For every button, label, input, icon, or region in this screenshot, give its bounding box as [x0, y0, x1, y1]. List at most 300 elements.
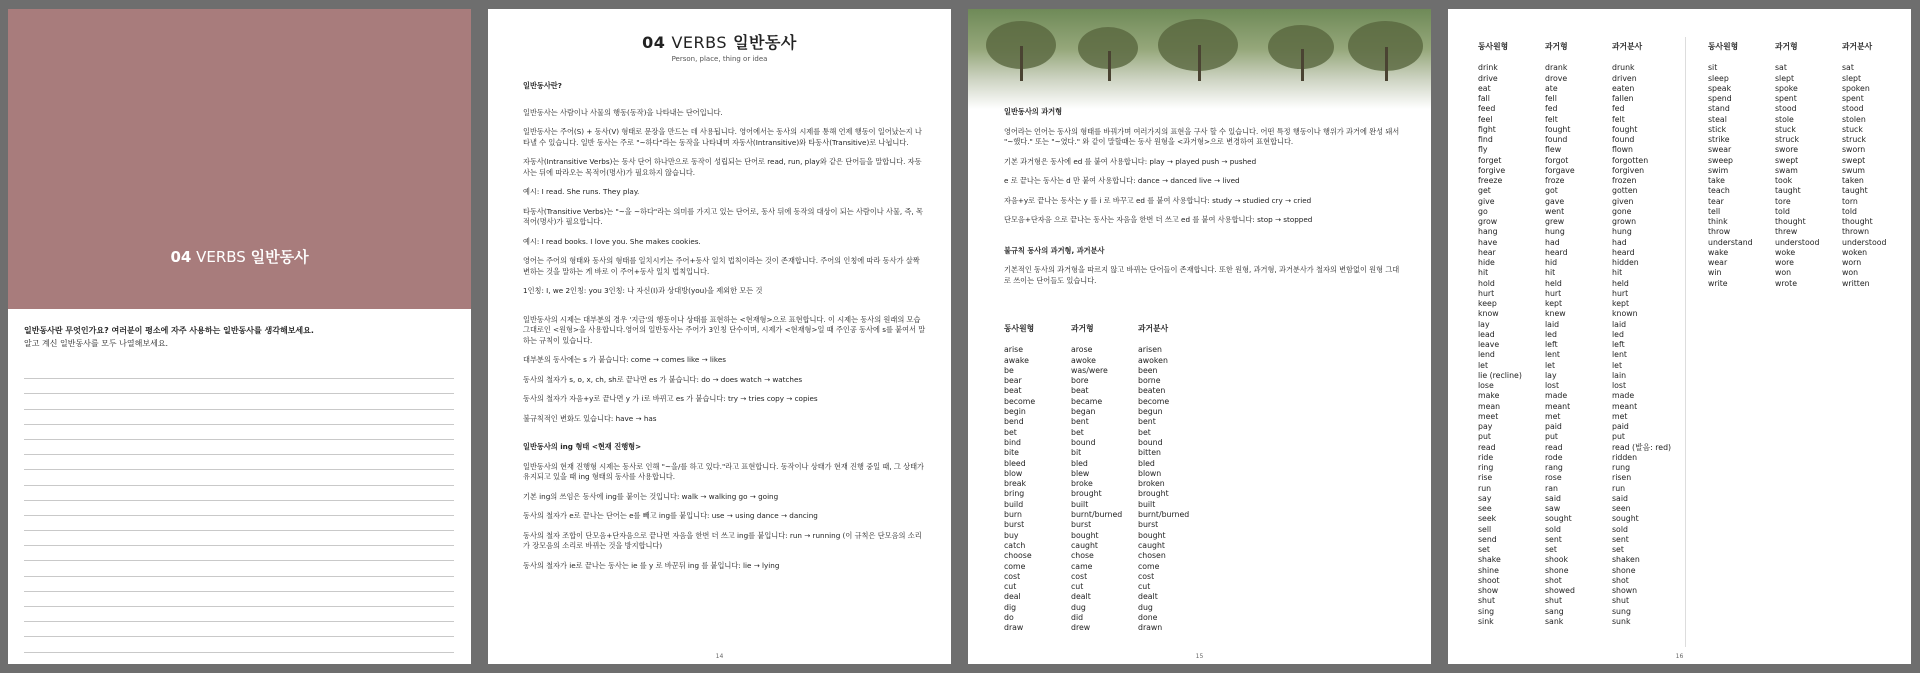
chapter-word: VERBS [671, 33, 727, 52]
writing-line[interactable] [24, 607, 454, 622]
verb-past: sang [1545, 606, 1564, 616]
verb-past: shook [1545, 555, 1569, 565]
verb-past-participle: heard [1612, 247, 1635, 257]
verb-past-participle: stolen [1842, 114, 1866, 124]
paragraph: 일반동사의 시제는 대부분의 경우 '지금'의 행동이나 상태를 표현하는 <현재형>으로 표현합니다. 이 시제는 동사의 원래의 모습 그대로인 <원형>을 사용합니다.영어의 일반동사는 주어가 3인칭 단수이며, 시제가 <현재형>일 때 주인공 동사에 s를 붙여서 말하는 규칙이 있습니다. [523, 314, 926, 345]
verb-base: forgive [1478, 165, 1506, 175]
verb-past: meant [1545, 401, 1571, 411]
writing-lines[interactable] [24, 364, 454, 653]
verb-past: taught [1775, 186, 1801, 196]
verb-past-participle: hit [1612, 268, 1623, 278]
page-4 [1448, 9, 1911, 664]
verb-past: bore [1071, 376, 1089, 386]
paragraph-group [523, 108, 928, 297]
page-number: 14 [715, 653, 724, 660]
verb-past-participle: sung [1612, 606, 1631, 616]
verb-past: was/were [1071, 365, 1108, 375]
verb-base: hear [1478, 247, 1496, 257]
verb-past: spoke [1775, 83, 1798, 93]
landscape-photo [968, 9, 1431, 109]
paragraph-group [1004, 127, 1404, 226]
verb-base: seek [1478, 514, 1497, 524]
verb-base: burn [1004, 510, 1022, 520]
verb-past-participle: set [1612, 545, 1624, 554]
verb-past-participle: brought [1138, 489, 1169, 499]
paragraph: 동사의 철자가 ie로 끝나는 동사는 ie 를 y 로 바꾼뒤 ing 를 붙입니다: lie → lying [523, 560, 780, 570]
writing-line[interactable] [24, 516, 454, 531]
verb-past-participle: sworn [1842, 145, 1866, 155]
verb-base: catch [1004, 540, 1026, 550]
verb-past-participle: known [1612, 309, 1638, 319]
verb-base: build [1004, 499, 1024, 509]
verb-past-participle: caught [1138, 540, 1165, 550]
verb-base: burst [1004, 520, 1025, 530]
verb-base: set [1478, 545, 1490, 554]
verb-past: fell [1545, 94, 1557, 103]
verb-past-participle: slept [1842, 73, 1862, 83]
verb-past: understood [1775, 237, 1820, 247]
writing-line[interactable] [24, 394, 454, 409]
verb-base: sink [1478, 616, 1494, 626]
verb-base: eat [1478, 83, 1491, 93]
verb-past: had [1545, 237, 1560, 247]
verb-past-participle: won [1842, 268, 1859, 278]
writing-line[interactable] [24, 577, 454, 592]
verb-past-participle: risen [1612, 473, 1632, 483]
verb-past-participle: rung [1612, 463, 1631, 472]
writing-line[interactable] [24, 470, 454, 485]
verb-base: speak [1708, 83, 1732, 93]
paragraph: 일반동사는 사람이나 사물의 행동(동작)을 나타내는 단어입니다. [523, 107, 723, 117]
verb-past: shut [1545, 596, 1563, 606]
verb-past: told [1775, 206, 1790, 216]
paragraph-group [523, 315, 928, 425]
verb-past-participle: arisen [1138, 345, 1162, 355]
verb-past-participle: shone [1612, 565, 1636, 575]
verb-base: know [1478, 309, 1499, 319]
verb-base: leave [1478, 340, 1500, 349]
verb-past-participle: spent [1842, 94, 1864, 103]
verb-past: let [1545, 360, 1556, 370]
verb-past: sought [1545, 514, 1572, 524]
writing-line[interactable] [24, 440, 454, 455]
writing-line[interactable] [24, 379, 454, 394]
column-past [1071, 324, 1122, 634]
verb-past: stuck [1775, 124, 1796, 134]
verb-past-participle: let [1612, 360, 1623, 370]
column-past [1545, 42, 1575, 627]
verb-base: hurt [1478, 288, 1495, 298]
verb-past: lay [1545, 370, 1557, 380]
verb-past-participle: made [1612, 391, 1635, 401]
verb-past-participle: awoken [1138, 355, 1168, 365]
paragraph-group [523, 462, 928, 572]
verb-base: swim [1708, 165, 1729, 175]
verb-past-participle: understood [1842, 237, 1887, 247]
verb-past-participle: fallen [1612, 94, 1634, 103]
verb-past-participle: cost [1138, 571, 1155, 581]
verb-base: keep [1478, 299, 1497, 308]
verb-past: broke [1071, 479, 1093, 489]
verb-past: brought [1071, 489, 1102, 499]
verb-past: cut [1071, 582, 1084, 592]
verb-base: teach [1708, 186, 1730, 196]
verb-base: stand [1708, 104, 1730, 114]
verb-past: sat [1775, 63, 1787, 73]
verb-past-participle: laid [1612, 319, 1627, 329]
writing-line[interactable] [24, 410, 454, 425]
paragraph: 단모음+단자음 으로 끝나는 동사는 자음을 한번 더 쓰고 ed 를 붙여 사용합니다: stop → stopped [1004, 215, 1313, 224]
verb-past: hung [1545, 227, 1565, 237]
verb-past: fed [1545, 104, 1558, 114]
worksheet-prompt [24, 324, 454, 350]
verb-base: let [1478, 360, 1489, 370]
cover-word: VERBS [196, 248, 246, 266]
paragraph: 동사의 철자가 s, o, x, ch, sh로 끝나면 es 가 붙습니다: do → does watch → watches [523, 374, 803, 384]
cover-number: 04 [170, 248, 192, 266]
verb-past-participle: shaken [1612, 555, 1640, 565]
verb-past-participle: sent [1612, 534, 1629, 544]
paragraph: 영어는 주어의 형태와 동사의 형태를 일치시키는 주어+동사 일치 법칙이라는 것이 존재합니다. 주어의 인칭에 따라 동사가 살짝 변하는 것을 말하는 게 바로 이 주어+동사 일치 법칙입니다. [523, 256, 920, 276]
column-header: 동사원형 [1708, 42, 1739, 51]
verb-past-participle: gotten [1612, 186, 1638, 196]
verb-base: bring [1004, 489, 1025, 499]
verb-past: burst [1071, 520, 1092, 530]
verb-base: buy [1004, 530, 1019, 540]
verb-base: lie (recline) [1478, 370, 1522, 380]
verb-base: think [1708, 217, 1728, 226]
verb-past-participle: forgotten [1612, 155, 1649, 165]
verb-base: grow [1478, 217, 1498, 226]
verb-past-participle: sunk [1612, 616, 1631, 626]
verb-past: put [1545, 432, 1558, 442]
verb-past-participle: driven [1612, 73, 1637, 83]
paragraph: 1인칭: I, we 2인칭: you 3인칭: 나 자신(I)과 상대방(you)을 제외한 모든 것 [523, 286, 763, 295]
page3-body [1004, 107, 1404, 295]
column-header: 과거형 [1775, 42, 1798, 51]
verb-base: bleed [1004, 458, 1026, 468]
writing-line[interactable] [24, 531, 454, 546]
verb-past: led [1545, 329, 1557, 339]
verb-past-participle: torn [1842, 196, 1858, 206]
verb-past: gave [1545, 196, 1565, 206]
verb-past: did [1071, 613, 1084, 623]
column-past [1775, 42, 1819, 289]
verb-base: feel [1478, 114, 1493, 124]
verb-past: rang [1545, 463, 1563, 472]
verb-base: freeze [1478, 176, 1503, 185]
verb-past-participle: grown [1612, 217, 1637, 226]
verb-past: swore [1775, 145, 1799, 155]
verb-past: bled [1071, 458, 1088, 468]
cover-korean: 일반동사 [250, 248, 309, 266]
verb-past: took [1775, 176, 1793, 185]
verb-past-participle: bitten [1138, 448, 1161, 458]
verb-past: laid [1545, 319, 1560, 329]
verb-past-participle: swum [1842, 165, 1865, 175]
verb-past: knew [1545, 309, 1566, 319]
verb-base: find [1478, 135, 1493, 144]
verb-past: met [1545, 411, 1561, 421]
verb-past: read [1545, 442, 1563, 452]
paragraph: 기본 과거형은 동사에 ed 를 붙여 사용합니다: play → played push → pushed [1004, 156, 1257, 166]
verb-past: rode [1545, 452, 1563, 462]
paragraph: 자음+y로 끝나는 동사는 y 를 i 로 바꾸고 ed 를 붙여 사용합니다: study → studied cry → cried [1004, 195, 1312, 205]
verb-past-participle: told [1842, 206, 1857, 216]
verb-past-participle: read (발음: red) [1612, 442, 1672, 452]
verb-base: bet [1004, 427, 1017, 437]
verb-base: swear [1708, 145, 1732, 155]
verb-past-participle: paid [1612, 422, 1629, 431]
verb-past-participle: sold [1612, 524, 1628, 534]
verb-past: ate [1545, 83, 1558, 93]
verb-base: hide [1478, 258, 1495, 267]
verb-past: burnt/burned [1071, 510, 1123, 520]
verb-base: bear [1004, 376, 1022, 386]
writing-line[interactable] [24, 561, 454, 576]
verb-base: dig [1004, 602, 1017, 612]
writing-line[interactable] [24, 622, 454, 637]
verb-base: bind [1004, 437, 1022, 447]
verb-past-participle: stuck [1842, 124, 1863, 134]
chapter-title [488, 30, 951, 53]
verb-base: send [1478, 534, 1497, 544]
verb-base: spend [1708, 94, 1732, 103]
verb-base: bend [1004, 417, 1024, 427]
writing-line[interactable] [24, 425, 454, 440]
verb-past-participle: been [1138, 365, 1158, 375]
verb-past: found [1545, 135, 1568, 144]
verb-past: sold [1545, 524, 1561, 534]
verb-past: stole [1775, 114, 1794, 124]
verb-past-participle: lent [1612, 350, 1627, 360]
verb-base: hang [1478, 227, 1498, 237]
verb-past: threw [1775, 227, 1798, 237]
verb-past-participle: run [1612, 483, 1626, 493]
verb-base: arise [1004, 345, 1024, 355]
verb-base: be [1004, 365, 1014, 375]
verb-base: wear [1708, 258, 1728, 267]
writing-line[interactable] [24, 546, 454, 561]
verb-past-participle: said [1612, 493, 1628, 503]
verb-past: wrote [1775, 278, 1798, 288]
verb-past-participle: seen [1612, 504, 1631, 513]
verb-past-participle: bet [1138, 427, 1151, 437]
verb-past-participle: given [1612, 196, 1634, 206]
verb-past: slept [1775, 73, 1795, 83]
verb-base: do [1004, 613, 1014, 623]
verb-past-participle: hung [1612, 227, 1632, 237]
verb-past: cost [1071, 571, 1088, 581]
verb-past-participle: spoken [1842, 83, 1870, 93]
verb-base: read [1478, 442, 1496, 452]
cover-title [8, 246, 471, 267]
column-header: 과거분사 [1138, 324, 1169, 333]
verb-past: dug [1071, 602, 1086, 612]
verb-past-participle: met [1612, 411, 1628, 421]
writing-line[interactable] [24, 637, 454, 652]
verb-past-participle: sat [1842, 63, 1854, 73]
verb-past: chose [1071, 551, 1094, 561]
verb-past: heard [1545, 247, 1568, 257]
verb-base: sit [1708, 63, 1718, 73]
paragraph: 불규칙적인 변화도 있습니다: have → has [523, 413, 657, 423]
verb-past-participle: shot [1612, 575, 1629, 585]
chapter-subtitle: Person, place, thing or idea [671, 55, 768, 63]
verb-past: stood [1775, 104, 1797, 114]
column-divider [1685, 37, 1686, 647]
verb-base: drive [1478, 73, 1498, 83]
verb-past-participle: dug [1138, 602, 1153, 612]
verb-past: showed [1545, 586, 1575, 595]
writing-line[interactable] [24, 486, 454, 501]
page-1 [8, 9, 471, 664]
verb-base: cut [1004, 582, 1017, 592]
verb-past: shone [1545, 565, 1569, 575]
verb-past-participle: broken [1138, 479, 1165, 489]
writing-line[interactable] [24, 455, 454, 470]
verb-past: went [1545, 206, 1565, 216]
verb-past-participle: led [1612, 329, 1624, 339]
verb-base: write [1708, 278, 1728, 288]
section-heading: 일반동사의 ing 형태 <현재 진행형> [523, 442, 642, 451]
verb-base: sweep [1708, 155, 1733, 165]
verb-base: become [1004, 396, 1036, 406]
verb-past: hit [1545, 268, 1556, 278]
verb-base: shut [1478, 596, 1496, 606]
verb-past: dealt [1071, 592, 1091, 602]
verb-base: steal [1708, 114, 1727, 124]
verb-past-participle: hidden [1612, 258, 1639, 267]
verb-base: strike [1708, 135, 1730, 144]
verb-past-participle: frozen [1612, 176, 1637, 185]
verb-past-participle: begun [1138, 407, 1163, 417]
column-base [1478, 42, 1522, 627]
verb-past-participle: shown [1612, 586, 1638, 595]
verb-past-participle: lain [1612, 370, 1627, 380]
verb-past: bit [1071, 448, 1082, 458]
verb-past: left [1545, 340, 1558, 349]
verb-base: give [1478, 196, 1495, 206]
verb-past: said [1545, 493, 1561, 503]
chapter-number: 04 [642, 33, 666, 52]
verb-past-participle: worn [1842, 258, 1862, 267]
verb-past-participle: swept [1842, 155, 1866, 165]
verb-past: forgot [1545, 155, 1569, 165]
verb-past-participle: ridden [1612, 452, 1638, 462]
verb-past-participle: burst [1138, 520, 1159, 530]
verb-past-participle: drawn [1138, 623, 1163, 633]
writing-line[interactable] [24, 364, 454, 379]
verb-base: meet [1478, 411, 1499, 421]
verb-past: sank [1545, 616, 1564, 626]
verb-past-participle: sought [1612, 514, 1639, 524]
writing-line[interactable] [24, 592, 454, 607]
column-base [1708, 42, 1753, 289]
verb-past: made [1545, 391, 1568, 401]
verb-base: run [1478, 483, 1492, 493]
verb-past-participle: bound [1138, 437, 1163, 447]
verb-past: hurt [1545, 288, 1562, 298]
verb-past-participle: struck [1842, 135, 1867, 144]
verb-past-participle: felt [1612, 114, 1625, 124]
verb-past: drove [1545, 73, 1568, 83]
verb-base: ride [1478, 452, 1494, 462]
paragraph: 대부분의 동사에는 s 가 붙습니다: come → comes like → likes [523, 355, 726, 364]
verb-past-participle: meant [1612, 401, 1638, 411]
verb-past: beat [1071, 386, 1089, 396]
page2-body [523, 81, 928, 580]
verb-past: got [1545, 186, 1558, 196]
verb-past-participle: come [1138, 561, 1160, 571]
column-header: 동사원형 [1478, 42, 1509, 51]
verb-past-participle: eaten [1612, 83, 1635, 93]
verb-past: swam [1775, 165, 1798, 175]
verb-base: see [1478, 504, 1492, 513]
verb-base: understand [1708, 237, 1753, 247]
section-heading: 일반동사의 과거형 [1004, 107, 1063, 116]
verb-base: fall [1478, 94, 1490, 103]
verb-base: tell [1708, 206, 1721, 216]
verb-base: shoot [1478, 575, 1500, 585]
verb-past-participle: done [1138, 613, 1158, 623]
verb-past: bet [1071, 427, 1084, 437]
verb-base: stick [1708, 124, 1727, 134]
prompt-instruction: 알고 계신 일반동사를 모두 나열해보세요. [24, 339, 169, 348]
column-pp [1842, 42, 1886, 289]
verb-base: draw [1004, 623, 1024, 633]
verb-base: hit [1478, 268, 1489, 278]
verb-base: feed [1478, 104, 1496, 114]
writing-line[interactable] [24, 501, 454, 516]
verb-past-participle: burnt/burned [1138, 510, 1190, 520]
verb-past-participle: lost [1612, 381, 1627, 390]
column-base [1004, 324, 1035, 634]
column-header: 동사원형 [1004, 324, 1035, 333]
verb-past: lost [1545, 381, 1560, 390]
verb-past-participle: dealt [1138, 592, 1158, 602]
verb-past: ran [1545, 483, 1558, 493]
verb-past-participle: bought [1138, 530, 1166, 540]
verb-base: beat [1004, 386, 1022, 396]
verb-base: take [1708, 176, 1725, 185]
verb-past: forgave [1545, 165, 1575, 175]
verb-past: bent [1071, 417, 1089, 427]
verb-past: rose [1545, 473, 1562, 483]
verb-past-participle: stood [1842, 104, 1864, 114]
verb-base: come [1004, 561, 1026, 571]
verb-past-participle: beaten [1138, 386, 1166, 396]
verb-past: drank [1545, 63, 1568, 73]
verb-past: felt [1545, 114, 1558, 124]
column-header: 과거형 [1071, 324, 1094, 333]
chapter-header [488, 30, 951, 63]
verb-past-participle: left [1612, 340, 1625, 349]
section-heading: 일반동사란? [523, 81, 562, 90]
verb-base: shake [1478, 555, 1501, 565]
verb-past-participle: taught [1842, 186, 1868, 196]
chapter-korean: 일반동사 [733, 33, 797, 52]
paragraph: 기본 ing의 쓰임은 동사에 ing를 붙이는 것입니다: walk → walking go → going [523, 491, 779, 501]
verb-past: built [1071, 499, 1089, 509]
verb-base: deal [1004, 592, 1021, 602]
verb-base: hold [1478, 278, 1495, 288]
verb-past-participle: forgiven [1612, 165, 1645, 175]
verb-past-participle: fed [1612, 104, 1625, 114]
verb-base: sleep [1708, 73, 1729, 83]
verb-past: shot [1545, 575, 1562, 585]
verb-base: break [1004, 479, 1027, 489]
